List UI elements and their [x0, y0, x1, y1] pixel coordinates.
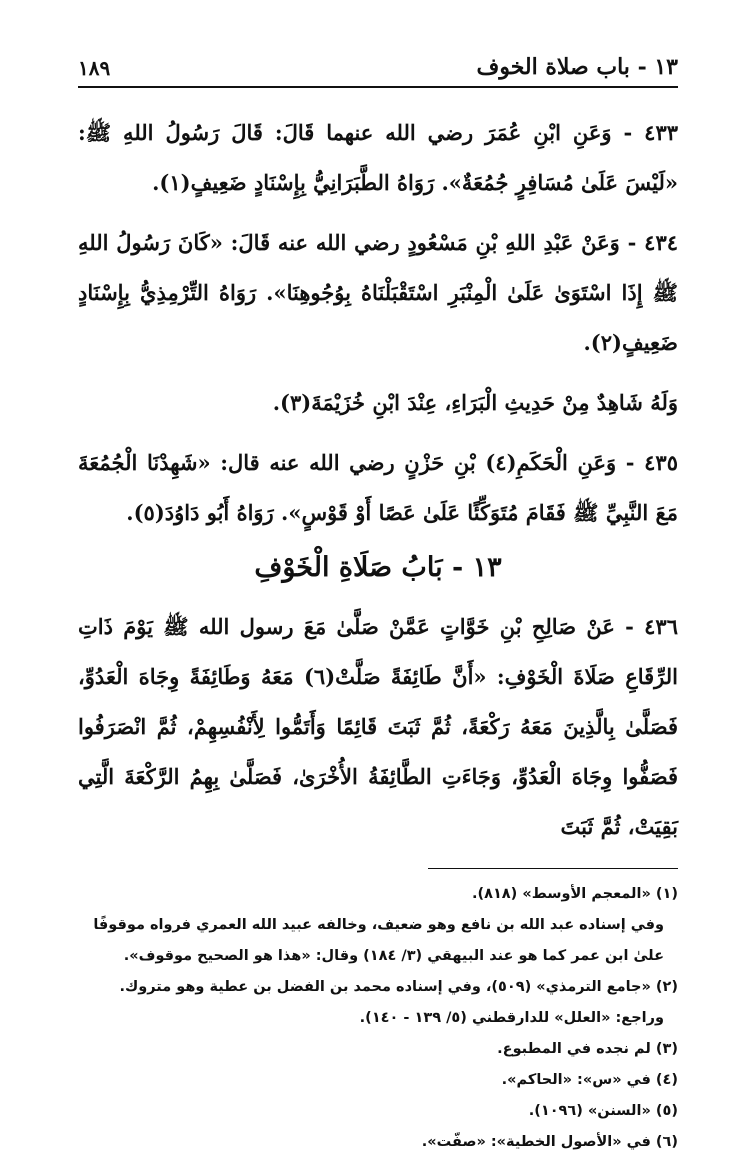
- footnote-1-cont: علىٰ ابن عمر كما هو عند البيهقي (٣/ ١٨٤) وقال: «هذا هو الصحيح موقوف».: [123, 948, 664, 964]
- footnote-1: (١) «المعجم الأوسط» (٨١٨).: [471, 886, 678, 902]
- hadith-number: ٤٣٤: [644, 230, 679, 255]
- hadith-text: - وَعَنْ عَبْدِ اللهِ بْنِ مَسْعُودٍ رضي الله عنه قَالَ: «كَانَ رَسُولُ اللهِ ﷺ إِذَا اسْتَوَىٰ عَلَىٰ الْمِنْبَرِ اسْتَقْبَلْنَاهُ بِوُجُوهِنَا». رَوَاهُ التِّرْمِذِيُّ بِإِسْنَادٍ ضَعِيفٍ(٢).: [78, 230, 678, 355]
- hadith-number: ٤٣٥: [644, 450, 678, 475]
- hadith-434-witness: [78, 378, 678, 428]
- running-chapter-title: ١٣ - باب صلاة الخوف: [476, 54, 678, 80]
- chapter-heading: ١٣ - بَابُ صَلَاةِ الْخَوْفِ: [254, 552, 502, 583]
- footnote-6: (٦) في «الأصول الخطية»: «صفّت».: [421, 1134, 678, 1150]
- footnotes: [78, 879, 678, 1158]
- footnote-2-cont: وراجع: «العلل» للدارقطني (٥/ ١٣٩ - ١٤٠).: [359, 1010, 664, 1026]
- hadith-number: ٤٣٦: [644, 614, 678, 639]
- book-page: [78, 46, 678, 1158]
- footnote-4: (٤) في «س»: «الحاكم».: [501, 1072, 678, 1088]
- hadith-435: [78, 438, 678, 538]
- hadith-434: [78, 218, 678, 368]
- hadith-text: - وَعَنِ ابْنِ عُمَرَ رضي الله عنهما قَالَ: قَالَ رَسُولُ اللهِ ﷺ: «لَيْسَ عَلَىٰ مُسَافِرٍ جُمُعَةٌ». رَوَاهُ الطَّبَرَانِيُّ بِإِسْنَادٍ ضَعِيفٍ(١).: [78, 120, 678, 195]
- footnote-2: (٢) «جامع الترمذي» (٥٠٩)، وفي إسناده محمد بن الفضل بن عطية وهو متروك.: [119, 979, 678, 995]
- footnote-1-cont: وفي إسناده عبد الله بن نافع وهو ضعيف، وخالفه عبيد الله العمري فرواه موقوفًا: [93, 917, 664, 933]
- hadith-number: ٤٣٣: [644, 120, 679, 145]
- main-text: [78, 108, 678, 852]
- hadith-433: [78, 108, 678, 208]
- hadith-text: - وَعَنِ الْحَكَمِ(٤) بْنِ حَزْنٍ رضي الله عنه قال: «شَهِدْنَا الْجُمُعَةَ مَعَ النَّبِيِّ ﷺ فَقَامَ مُتَوَكِّئًا عَلَىٰ عَصًا أَوْ قَوْسٍ». رَوَاهُ أَبُو دَاوُدَ(٥).: [78, 450, 678, 525]
- hadith-text: وَلَهُ شَاهِدٌ مِنْ حَدِيثِ الْبَرَاءِ، عِنْدَ ابْنِ خُزَيْمَةَ(٣).: [272, 390, 678, 415]
- hadith-text: - عَنْ صَالِحِ بْنِ خَوَّاتٍ عَمَّنْ صَلَّىٰ مَعَ رسول الله ﷺ يَوْمَ ذَاتِ الرِّقَاعِ صَلَاةَ الْخَوْفِ: «أَنَّ طَائِفَةً صَلَّتْ(٦) مَعَهُ وَطَائِفَةً وِجَاهَ الْعَدُوِّ، فَصَلَّىٰ بِالَّذِينَ مَعَهُ رَكْعَةً، ثُمَّ ثَبَتَ قَائِمًا وَأَتَمُّوا لِأَنْفُسِهِمْ، ثُمَّ انْصَرَفُوا فَصَفُّوا وِجَاهَ الْعَدُوِّ، وَجَاءَتِ الطَّائِفَةُ الأُخْرَىٰ، فَصَلَّىٰ بِهِمُ الرَّكْعَةَ الَّتِي بَقِيَتْ، ثُمَّ ثَبَتَ: [78, 614, 678, 839]
- footnote-3: (٣) لم نجده في المطبوع.: [497, 1041, 678, 1057]
- footnote-5: (٥) «السنن» (١٠٩٦).: [528, 1103, 678, 1119]
- hadith-436: [78, 602, 678, 852]
- footnote-divider: [428, 868, 678, 869]
- page-number: ١٨٩: [78, 56, 111, 80]
- page-header: [78, 46, 678, 88]
